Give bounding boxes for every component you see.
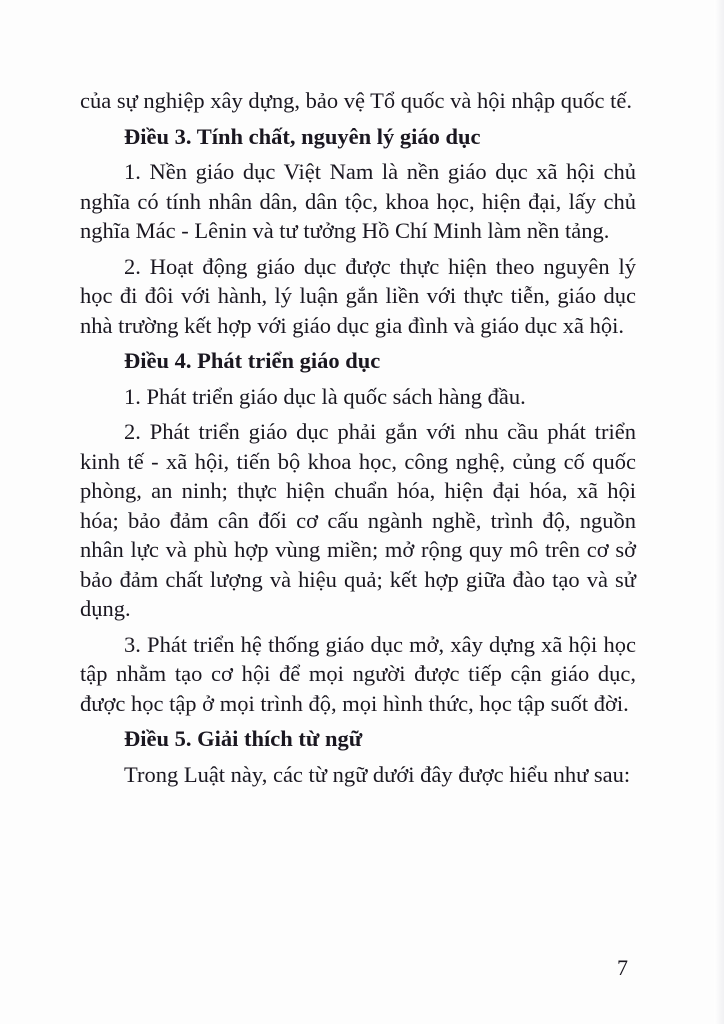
article-3-clause-1: 1. Nền giáo dục Việt Nam là nền giáo dục xã hội chủ nghĩa có tính nhân dân, dân tộc, khoa học, hiện đại, lấy chủ nghĩa Mác - Lênin và tư tưởng Hồ Chí Minh làm nền tảng. [80, 159, 636, 243]
article-3-heading: Điều 3. Tính chất, nguyên lý giáo dục [124, 123, 481, 149]
article-4-clause-1: 1. Phát triển giáo dục là quốc sách hàng đầu. [124, 383, 526, 409]
document-body [80, 86, 636, 795]
page-number: 7 [617, 955, 628, 980]
page-edge [714, 0, 724, 1024]
article-5-heading: Điều 5. Giải thích từ ngữ [124, 726, 363, 751]
article-5-intro: Trong Luật này, các từ ngữ dưới đây được hiểu như sau: [124, 761, 631, 787]
paragraph-continuation: của sự nghiệp xây dựng, bảo vệ Tổ quốc và hội nhập quốc tế. [80, 88, 632, 113]
article-4-clause-3: 3. Phát triển hệ thống giáo dục mở, xây dựng xã hội học tập nhằm tạo cơ hội để mọi người được tiếp cận giáo dục, được học tập ở mọi trình độ, mọi hình thức, học tập suốt đời. [80, 631, 636, 716]
article-4-clause-2: 2. Phát triển giáo dục phải gắn với nhu cầu phát triển kinh tế - xã hội, tiến bộ khoa học, công nghệ, củng cố quốc phòng, an ninh; thực hiện chuẩn hóa, hiện đại hóa, xã hội hóa; bảo đảm cân đối cơ cấu ngành nghề, trình độ, nguồn nhân lực và phù hợp vùng miền; mở rộng quy mô trên cơ sở bảo đảm chất lượng và hiệu quả; kết hợp giữa đào tạo và sử dụng. [80, 419, 636, 621]
article-3-clause-2: 2. Hoạt động giáo dục được thực hiện theo nguyên lý học đi đôi với hành, lý luận gắn liền với thực tiễn, giáo dục nhà trường kết hợp với giáo dục gia đình và giáo dục xã hội. [80, 253, 636, 338]
article-4-heading: Điều 4. Phát triển giáo dục [124, 348, 381, 373]
